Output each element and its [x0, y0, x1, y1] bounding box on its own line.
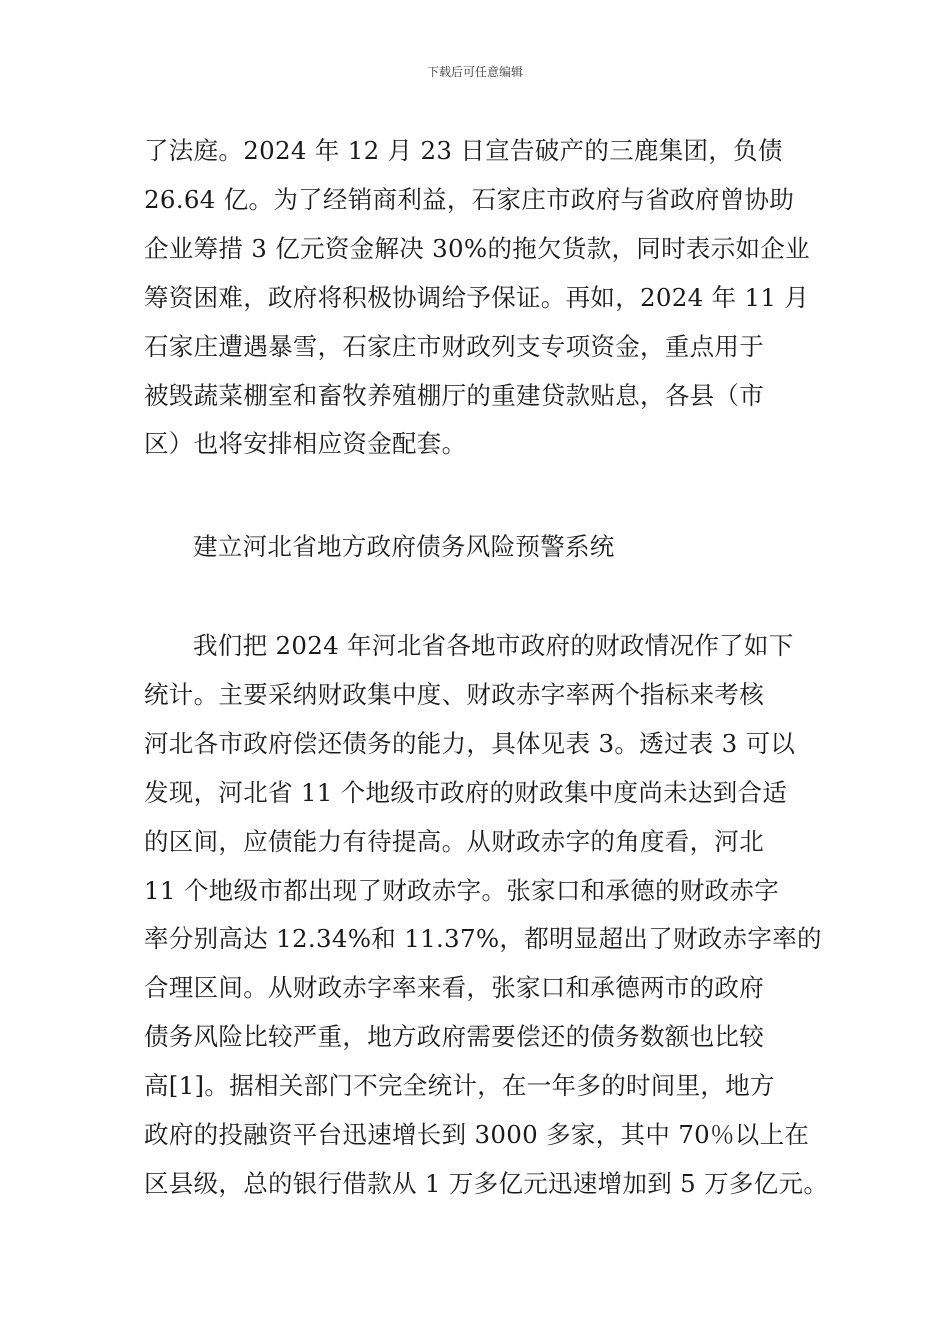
- page-header: 下载后可任意编辑: [426, 65, 523, 79]
- text-line: 债务风险比较严重，地方政府需要偿还的债务数额也比较: [144, 1022, 764, 1052]
- text-line: 政府的投融资平台迅速增长到 3000 多家，其中 70％以上在: [144, 1120, 810, 1150]
- text-line: 了法庭。2024 年 12 月 23 日宣告破产的三鹿集团，负债: [144, 136, 783, 165]
- text-line: 我们把 2024 年河北省各地市政府的财政情况作了如下: [193, 631, 794, 660]
- text-line: 统计。主要采纳财政集中度、财政赤字率两个指标来考核: [144, 679, 764, 709]
- text-line: 的区间，应债能力有待提高。从财政赤字的角度看，河北: [144, 826, 764, 856]
- text-line: 石家庄遭遇暴雪，石家庄市财政列支专项资金，重点用于: [144, 331, 764, 361]
- section-heading: [144, 523, 834, 572]
- text-line: 合理区间。从财政赤字率来看，张家口和承德两市的政府: [144, 973, 764, 1003]
- paragraph-fiscal-statistics: [144, 622, 834, 1209]
- text-line: 率分别高达 12.34%和 11.37%，都明显超出了财政赤字率的: [144, 924, 822, 954]
- text-line: 区）也将安排相应资金配套。: [144, 429, 467, 459]
- paragraph-continued: [144, 127, 834, 469]
- text-line: 被毁蔬菜棚室和畜牧养殖棚厅的重建贷款贴息，各县（市: [144, 380, 764, 410]
- text-line: 11 个地级市都出现了财政赤字。张家口和承德的财政赤字: [144, 875, 780, 905]
- text-line: 区县级，总的银行借款从 1 万多亿元迅速增加到 5 万多亿元。: [144, 1168, 829, 1198]
- section-heading-text: 建立河北省地方政府债务风险预警系统: [193, 532, 615, 561]
- text-line: 发现，河北省 11 个地级市政府的财政集中度尚未达到合适: [144, 777, 788, 807]
- text-line: 高[1]。据相关部门不完全统计，在一年多的时间里，地方: [144, 1071, 775, 1101]
- text-line: 河北各市政府偿还债务的能力，具体见表 3。透过表 3 可以: [144, 728, 796, 758]
- text-line: 企业筹措 3 亿元资金解决 30%的拖欠货款，同时表示如企业: [144, 233, 810, 263]
- text-line: 26.64 亿。为了经销商利益，石家庄市政府与省政府曾协助: [144, 184, 795, 214]
- text-line: 筹资困难，政府将积极协调给予保证。再如，2024 年 11 月: [144, 282, 810, 312]
